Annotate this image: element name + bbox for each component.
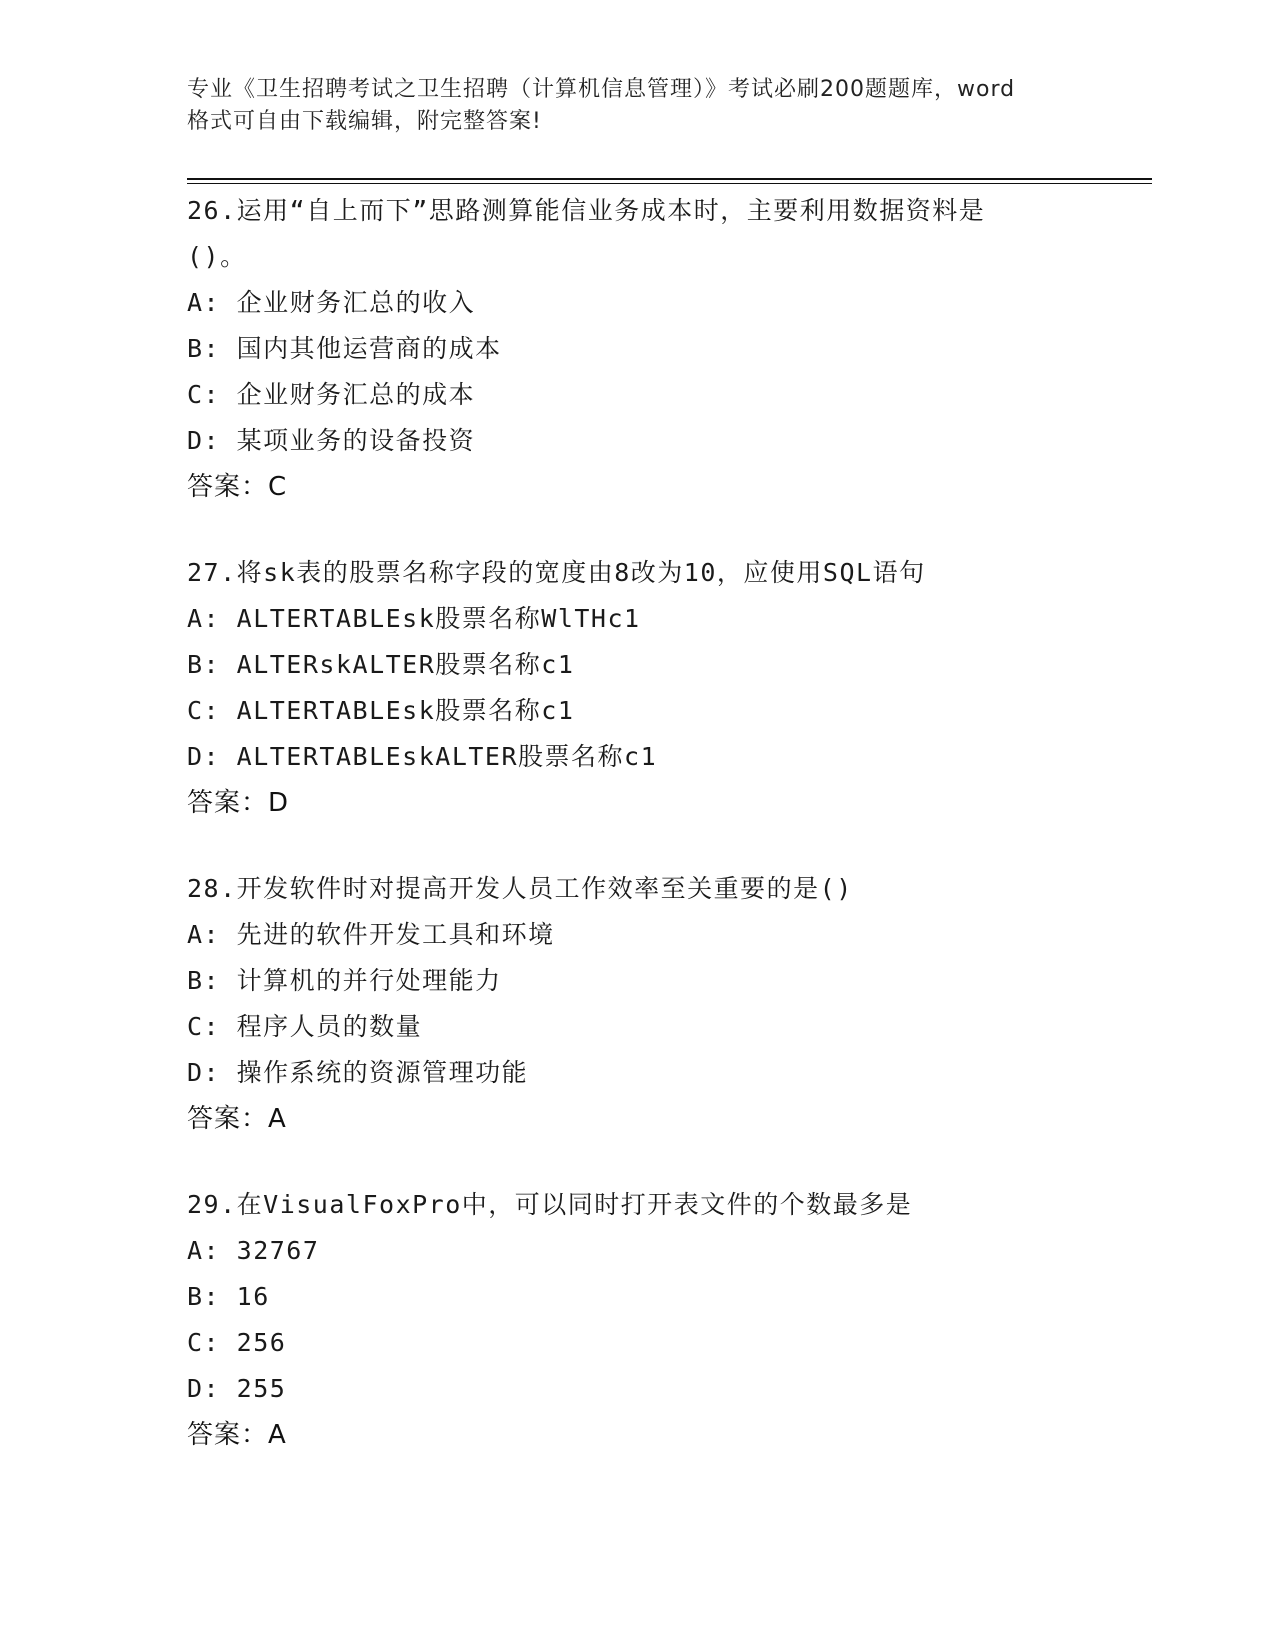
- answer: 答案：A: [187, 1104, 287, 1134]
- header-divider-thin: [187, 183, 1152, 184]
- option-a: A: 32767: [187, 1236, 320, 1265]
- question-28: [187, 866, 1087, 1142]
- option-b: B: 国内其他运营商的成本: [187, 334, 502, 363]
- option-b: B: 计算机的并行处理能力: [187, 966, 502, 995]
- answer: 答案：C: [187, 472, 288, 502]
- option-c: C: 企业财务汇总的成本: [187, 380, 476, 409]
- option-d: D: 255: [187, 1374, 287, 1403]
- question-stem-continued: ()。: [187, 242, 247, 271]
- option-c: C: 程序人员的数量: [187, 1012, 423, 1041]
- header-divider-thick: [187, 178, 1152, 180]
- option-b: B: ALTERskALTER股票名称c1: [187, 650, 575, 679]
- option-b: B: 16: [187, 1282, 270, 1311]
- header-line-1: 专业《卫生招聘考试之卫生招聘（计算机信息管理）》考试必刷200题题库，word: [187, 77, 1016, 102]
- option-a: A: 企业财务汇总的收入: [187, 288, 476, 317]
- header-line-2: 格式可自由下载编辑，附完整答案!: [187, 109, 542, 134]
- question-27: [187, 550, 1087, 826]
- document-header: [187, 74, 1087, 138]
- option-c: C: ALTERTABLEsk股票名称c1: [187, 696, 575, 725]
- option-a: A: 先进的软件开发工具和环境: [187, 920, 555, 949]
- question-stem: 26.运用“自上而下”思路测算能信业务成本时，主要利用数据资料是: [187, 196, 986, 225]
- answer: 答案：D: [187, 788, 290, 818]
- answer: 答案：A: [187, 1420, 287, 1450]
- question-26: [187, 188, 1087, 510]
- question-stem: 27.将sk表的股票名称字段的宽度由8改为10，应使用SQL语句: [187, 558, 926, 587]
- question-29: [187, 1182, 1087, 1458]
- option-c: C: 256: [187, 1328, 287, 1357]
- question-stem: 28.开发软件时对提高开发人员工作效率至关重要的是(): [187, 874, 853, 903]
- option-d: D: ALTERTABLEskALTER股票名称c1: [187, 742, 658, 771]
- question-stem: 29.在VisualFoxPro中，可以同时打开表文件的个数最多是: [187, 1190, 913, 1219]
- option-d: D: 操作系统的资源管理功能: [187, 1058, 529, 1087]
- question-list: [187, 188, 1087, 1498]
- option-d: D: 某项业务的设备投资: [187, 426, 476, 455]
- option-a: A: ALTERTABLEsk股票名称WlTHc1: [187, 604, 641, 633]
